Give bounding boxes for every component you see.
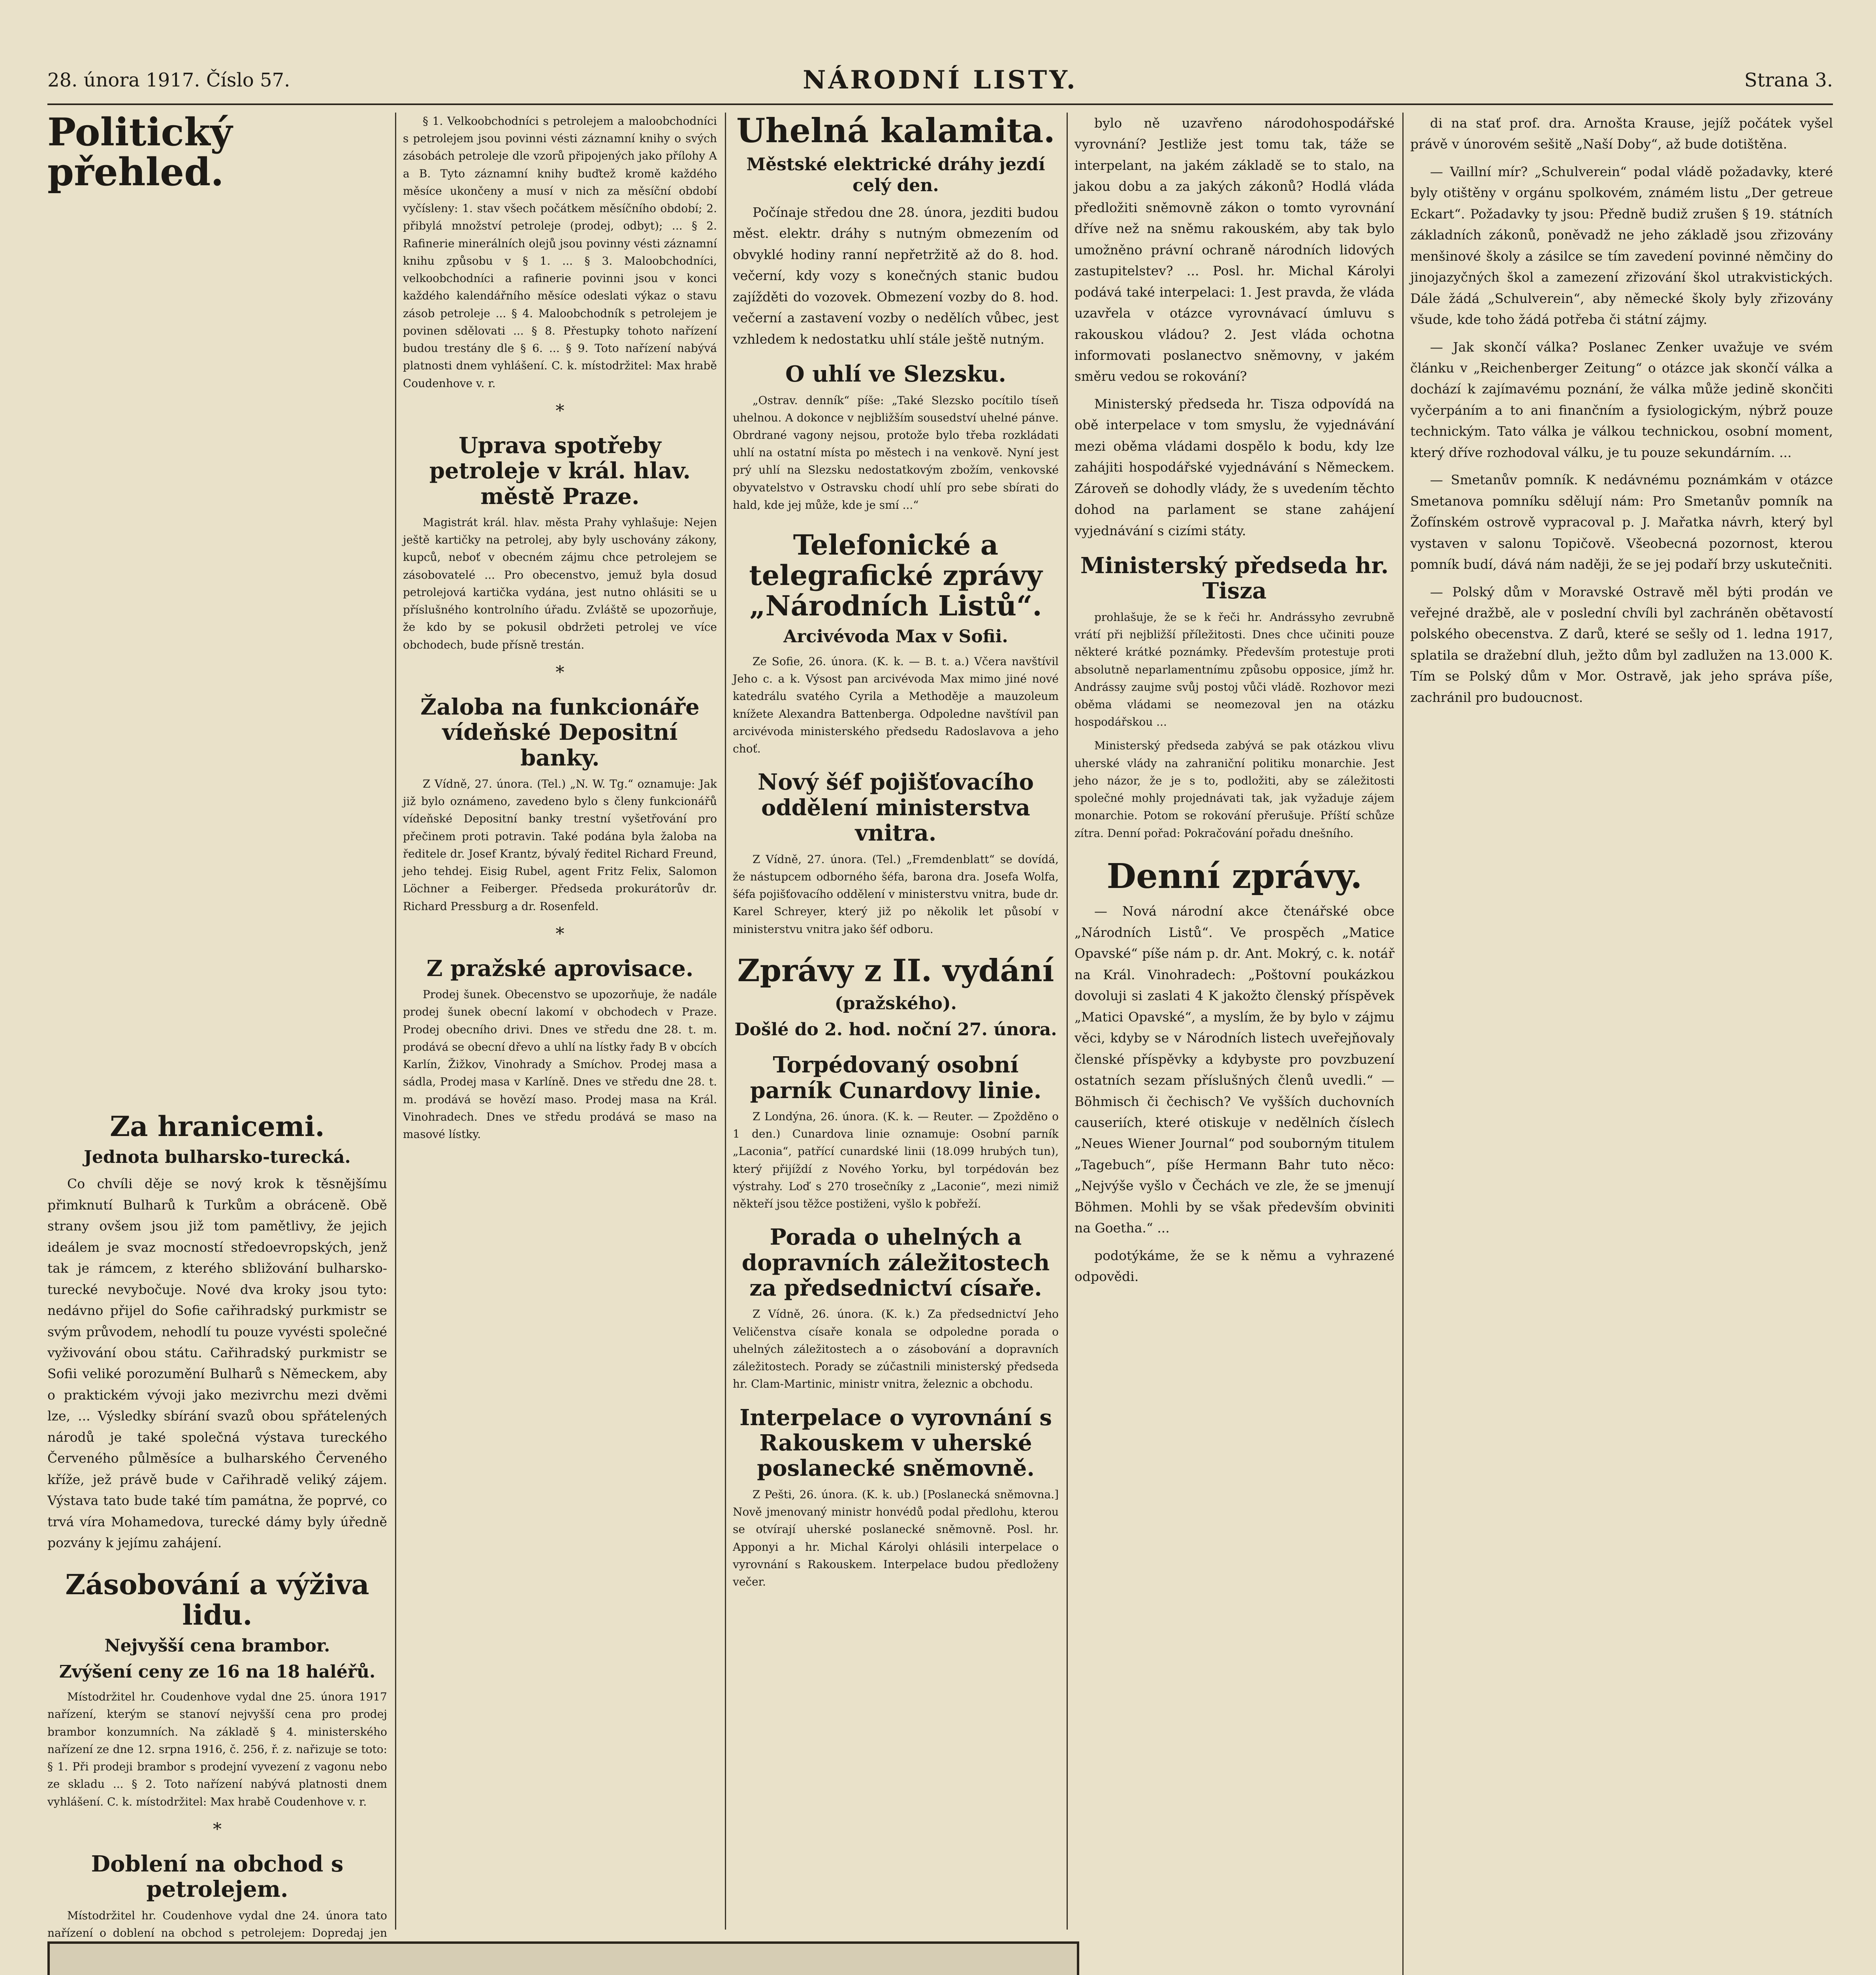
article-title: Torpédovaný osobní parník Cunardovy linie. (750, 1052, 1042, 1104)
article-text: Místodržitel hr. Coudenhove vydal dne 24. února tato nařízení o doblení na obchod s petrolejem: Dopredaj jen (47, 1909, 387, 1939)
article-subtitle: Nejvyšší cena brambor. (104, 1635, 330, 1656)
article-title: Porada o uhelných a dopravních záležitostech za předsednictví císaře. (741, 1224, 1050, 1302)
article-text: Z Pešti, 26. února. (K. k. ub.) [Poslanecká sněmovna.] Nově jmenovaný ministr honvédů podal předlohu, kterou se otvírají uherské poslanecké sněmovně. Posl. hr. Apponyi a hr. Michal Károlyi ohlásili interpelace o vyrovnání s Rakouskem. Interpelace budou předloženy večer. (733, 1488, 1059, 1588)
article-subtitle: (pražského). (835, 993, 957, 1014)
article-text: — Smetanův pomník. K nedávnému poznámkám v otázce Smetanova pomníku sdělují nám: Pro Smetanův pomník na Žofínském ostrově vypracoval p. J. Mařatka návrh, který byl vystaven v salonu Topičově. Všeobecná pozornost, kterou pomník budí, dává nám naději, že se jej podaří brzy uskutečniti. (1410, 472, 1833, 572)
article-text: — Nová národní akce čtenářské obce „Národních Listů“. Ve prospěch „Matice Opavské“ píše nám p. dr. Ant. Mokrý, c. k. notář na Král. Vinohradech: „Poštovní poukázkou dovoluji si zaslati 4 K jakožto členský příspěvek „Matici Opavské“, a myslím, že by bylo v zájmu věci, kdyby se v Národních listech uveřejňovaly členské příspěvky a kdybyste pro povzbuzení ostatních sezam příslušných členů uvedli.“ — Böhmisch či čechisch? Ve vyšších duchovních causeriích, které otiskuje v nedělních číslech „Neues Wiener Journal“ pod souborným titulem „Tagebuch“, píše Hermann Bahr tuto něco: „Nejvýše vyšlo v Čechách ve zle, že se jmenují Böhmen. Mohli by se však především obviniti na Goetha.“ ... (1074, 903, 1394, 1236)
article-text: Ministerský předseda zabývá se pak otázkou vlivu uherské vlády na zahraniční politiku monarchie. Jest jeho názor, že je s to, podložiti, aby se záležitosti společné mohly projednávati tak, jak vyžaduje zájem monarchie. Potom se rokování přerušuje. Příští schůze zítra. Denní pořad: Pokračování pořadu dnešního. (1074, 739, 1394, 840)
column-divider (395, 113, 396, 1930)
separator-star: * (555, 662, 564, 683)
article-title: Nový šéf pojišťovacího oddělení ministerstva vnitra. (758, 769, 1034, 846)
header-rule (47, 103, 1833, 105)
separator-star: * (213, 1819, 222, 1840)
article-subtitle: Městské elektrické dráhy jezdí celý den. (746, 154, 1045, 196)
article-text: Magistrát král. hlav. města Prahy vyhlašuje: Nejen ještě kartičky na petrolej, aby byly uschovány zákony, kupců, neboť v obecném zájmu chce petrolejem se zásobovatelé ... Pro obecenstvo, jemuž byla dosud petrolejová kartička vydána, jest nutno ohlásiti se u příslušného kontrolního úřadu. Zvláště se upozorňuje, že kdo by se pokusil obdržeti petrolej ve více obchodech, bude přísně trestán. (403, 515, 717, 651)
article-title: Uprava spotřeby petroleje v král. hlav. městě Praze. (429, 432, 691, 510)
article-text: Ministerský předseda hr. Tisza odpovídá na obě interpelace v tom smyslu, že vyjednávání mezi oběma vládami dospělo k bodu, kdy lze zahájiti hospodářské vyjednávání s Německem. Zároveň se dohodly vlády, že s uvedením těchto dohod na parlament se stane zahájení vyjednávání s cizími státy. (1074, 396, 1394, 538)
article-title: Zásobování a výživa lidu. (65, 1568, 369, 1631)
section-title: Politický přehled. (47, 110, 233, 194)
article-title: Za hranicemi. (110, 1110, 325, 1143)
column-3 (733, 113, 1059, 1930)
article-title: O uhlí ve Slezsku. (785, 361, 1007, 387)
column-divider (725, 113, 726, 1930)
column-1 (47, 110, 387, 1939)
masthead: NÁRODNÍ LISTY. (803, 65, 1078, 95)
article-text: — Polský dům v Moravské Ostravě měl býti prodán ve veřejné dražbě, ale v poslední chvíli byl zachráněn obětavostí polského obecenstva. Z darů, které se sešly od 1. ledna 1917, splatila se dražební dluh, ježto dům byl zadlužen na 13.000 K. Tím se Polský dům v Mor. Ostravě, jak jeho správa píše, zachránil pro budoucnost. (1410, 584, 1833, 705)
article-text: Z Vídně, 27. února. (Tel.) „Fremdenblatt“ se dovídá, že nástupcem odborného šéfa, barona dra. Josefa Wolfa, šéfa pojišťovacího oddělení v ministerstvu vnitra, bude dr. Karel Schreyer, který již po několik let působí v ministerstvu vnitra jako šéf odboru. (733, 852, 1059, 936)
article-text: prohlašuje, že se k řeči hr. Andrássyho zevrubně vrátí při nejbližší příležitosti. Dnes chce učiniti pouze některé krátké poznámky. Především protestuje proti absolutně neparlamentnímu způsobu opposice, jímž hr. Andrássy zaujme svůj postoj vůči vládě. Rozhovor mezi oběma vládami se neomezoval jen na otázku hospodářskou ... (1074, 610, 1394, 729)
article-text: Prodej šunek. Obecenstvo se upozorňuje, že nadále prodej šunek obecní lakomí v obchodech v Praze. Prodej obecního drivi. Dnes ve středu dne 28. t. m. prodává se obecní dřevo a uhlí na lístky řady B v obcích Karlín, Žižkov, Vinohrady a Smíchov. Prodej masa a sádla, Prodej masa v Karlíně. Dnes ve středu dne 28. t. m. prodává se hovězí maso. Prodej masa na Král. Vinohradech. Dnes ve středu prodává se maso na masové lístky. (403, 988, 717, 1141)
column-5 (1410, 113, 1833, 1975)
article-title: Uhelná kalamita. (736, 111, 1055, 150)
article-title: Telefonické a telegrafické zprávy „Národních Listů“. (749, 529, 1042, 623)
article-subtitle: Došlé do 2. hod. noční 27. února. (734, 1019, 1057, 1040)
article-text: Z Londýna, 26. února. (K. k. — Reuter. — Zpožděno o 1 den.) Cunardova linie oznamuje: Osobní parník „Laconia“, patřící cunardské linii (18.099 hrubých tun), který přijíždí z Nového Yorku, byl torpédován bez výstrahy. Loď s 270 trosečníky z „Laconie“, mezi nimiž někteří jsou těžce postiženi, vyšlo k pobřeží. (733, 1110, 1059, 1211)
article-text: — Vaillní mír? „Schulverein“ podal vládě požadavky, které byly otištěny v orgánu spolkovém, známém listu „Der getreue Eckart“. Požadavky ty jsou: Předně budiž zrušen § 19. státních základních zákonů, poněvadž ne jeho základě jsou zřizovány menšinové školy a zásilce se tím zavedení povinné němčiny do jinojazyčných škol a zamezení zřizování škol utrakvistických. Dále žádá „Schulverein“, aby německé školy byly zřizovány všude, kde toho žádá potřeba či státní zájmy. (1410, 164, 1833, 327)
article-subtitle: Jednota bulharsko-turecká. (84, 1147, 351, 1167)
column-divider (1067, 113, 1068, 1930)
separator-star: * (555, 924, 564, 944)
page-number: Strana 3. (1744, 69, 1833, 91)
article-title: Žaloba na funkcionáře vídeňské Depositní banky. (420, 694, 700, 771)
article-title: Ministerský předseda hr. Tisza (1080, 553, 1389, 604)
article-text: Co chvíli děje se nový krok k těsnějšímu přimknutí Bulharů k Turkům a obráceně. Obě strany ovšem jsou již tom pamětlivy, že jejich ideálem je svaz mocností středoevropských, jenž tak je rámcem, z kterého sbližování bulharsko-turecké nevybočuje. Nové dva kroky jsou tyto: nedávno přijel do Sofie cařihradský purkmistr se svým průvodem, nehodlí tu pouze vyvésti společné vyživování obou státu. Cařihradský purkmistr se Sofii veliké porozumění Bulharů s Německem, aby o praktickém vývoji jako mezivrchu mezi dvěmi lze, ... Výsledky sbírání svazů obou spřátelených národů je také společná výstava tureckého Červeného půlměsíce a bulharského Červeného kříže, jež právě bude v Cařihradě veliký zájem. Výstava tato bude také tím památna, že poprvé, co trvá víra Mohamedova, turecké dámy byly úředně pozvány k jejímu zahájení. (47, 1176, 387, 1551)
article-text: podotýkáme, že se k němu a vyhrazené odpovědi. (1074, 1247, 1394, 1285)
osram-advertisement (47, 1941, 1079, 1975)
article-text: Z Vídně, 27. února. (Tel.) „N. W. Tg.“ oznamuje: Jak již bylo oznámeno, zavedeno bylo s členy funkcionářů vídeňské Depositní banky trestní vyšetřování pro přečinem proti potravin. Také podána byla žaloba na ředitele dr. Josef Krantz, bývalý ředitel Richard Freund, jeho tehdej. Eisig Rubel, agent Fritz Felix, Salomon Löchner a Feiberger. Předseda prokurátorův dr. Richard Pressburg a dr. Rosenfeld. (403, 777, 717, 913)
article-text: „Ostrav. denník“ píše: „Také Slezsko pocítilo tíseň uhelnou. A dokonce v nejbližším sousedství uhelné pánve. Obrdrané vagony nejsou, protože bylo třeba rozkládati uhlí na ostatní místa po městech i na venkově. Nyní jest prý uhlí na Slezsku nedostatkovým zbožím, venkovské obyvatelstvo v Ostravsku chodí uhlí pro sebe sbírati do hald, kde jej může, kde je smí ...“ (733, 393, 1059, 512)
article-title: Doblení na obchod s petrolejem. (91, 1851, 344, 1903)
column-4 (1074, 113, 1394, 1975)
article-text: — Jak skončí válka? Poslanec Zenker uvažuje ve svém článku v „Reichenberger Zeitung“ o otázce jak skončí válka a dochází k zajímavému poznání, že válka může jedině skončiti vyčerpáním a to ani finančním a fysiologickým, nýbrž pouze technickým. Tato válka je válkou technickou, osobní moment, který dříve rozhodoval válku, je tu pouze sekundárním. ... (1410, 339, 1833, 460)
separator-star: * (555, 401, 564, 421)
article-title: Interpelace o vyrovnání s Rakouskem v uherské poslanecké sněmovně. (739, 1404, 1052, 1482)
article-text: Z Vídně, 26. února. (K. k.) Za předsednictví Jeho Veličenstva císaře konala se odpoledne porada o uhelných záležitostech a o zásobování a dopravních záležitostech. Porady se zúčastnili ministerský předseda hr. Clam-Martinic, ministr vnitra, železnic a obchodu. (733, 1307, 1059, 1391)
issue-date: 28. února 1917. Číslo 57. (47, 69, 290, 91)
article-text: di na stať prof. dra. Arnošta Krause, jejíž počátek vyšel právě v únorovém sešitě „Naší Doby“, až bude dotištěna. (1410, 115, 1833, 152)
article-title: Zprávy z II. vydání (737, 952, 1054, 989)
article-subtitle: Arcivévoda Max v Sofii. (783, 626, 1008, 647)
article-subtitle: Zvýšení ceny ze 16 na 18 haléřů. (59, 1662, 376, 1682)
article-text: Počínaje středou dne 28. února, jezditi budou měst. elektr. dráhy s nutným obmezením od obvyklé hodiny ranní nepřetržitě až do 8. hod. večerní, kdy vozy s konečných stanic budou zajížděti do vozovek. Obmezení vozby do 8. hod. večerní a zastavení vozby o nedělích vůbec, jest vzhledem k nedostatku uhlí stále ještě nutným. (733, 204, 1059, 347)
article-text: § 1. Velkoobchodníci s petrolejem a maloobchodníci s petrolejem jsou povinni vésti záznamní knihy o svých zásobách petroleje dle vzorů připojených jako přílohy A a B. Tyto záznamní knihy buďtež kromě každého měsíce ukončeny a musí v nich za měsíční období vyčísleny: 1. stav všech počátkem měsíčního období; 2. přibylá množství petroleje (prodej, odbyt); ... § 2. Rafinerie minerálních olejů jsou povinny vésti záznamní knihu způsobu v § 1. ... § 3. Maloobchodníci, velkoobchodníci a rafinerie povinni jsou v konci každého kalendářního měsíce odeslati výkaz o stavu zásob petroleje ... § 4. Maloobchodník s petrolejem je povinen sdělovati ... § 8. Přestupky tohoto nařízení budou trestány dle § 6. ... § 9. Toto nařízení nabývá platnosti dnem vyhlášení. C. k. místodržitel: Max hrabě Coudenhove v. r. (403, 115, 717, 390)
article-text: Ze Sofie, 26. února. (K. k. — B. t. a.) Včera navštívil Jeho c. a k. Výsost pan arcivévoda Max mimo jiné nové katedrálu svatého Cyrila a Methoděje a mauzoleum knížete Alexandra Battenberga. Odpoledne navštívil pan arcivévoda ministerského předsedu Radoslavova a jeho choť. (733, 655, 1059, 756)
column-2 (403, 113, 717, 1930)
article-text: bylo ně uzavřeno národohospodářské vyrovnání? Jestliže jest tomu tak, táže se interpelant, na jakém základě se to stalo, na jakou dobu a za jakých zákonů? Hodlá vláda předložiti sněmovně zákon o tomto vyrovnání dříve než na sněmu rakouském, aby tak bylo umožněno právní ochraně národních lidových zastupitelstev? ... Posl. hr. Michal Károlyi podává také interpelaci: 1. Jest pravda, že vláda uzavřela v otázce vyrovnávací úmluvu s rakouskou vládou? 2. Jest vláda ochotna informovati poslanectvo sněmovny, v jakém směru vedou se rokování? (1074, 115, 1394, 384)
page-header (47, 65, 1833, 97)
column-divider (1402, 113, 1404, 1975)
article-title: Z pražské aprovisace. (426, 955, 694, 982)
article-title: Denní zprávy. (1106, 856, 1362, 896)
article-text: Místodržitel hr. Coudenhove vydal dne 25. února 1917 nařízení, kterým se stanoví nejvyšší cena pro prodej brambor konzumních. Na základě § 4. ministerského nařízení ze dne 12. srpna 1916, č. 256, ř. z. nařizuje se toto: § 1. Při prodeji brambor s prodejní vyvezení z vagonu nebo ze skladu ... § 2. Toto nařízení nabývá platnosti dnem vyhlášení. C. k. místodržitel: Max hrabě Coudenhove v. r. (47, 1690, 387, 1808)
